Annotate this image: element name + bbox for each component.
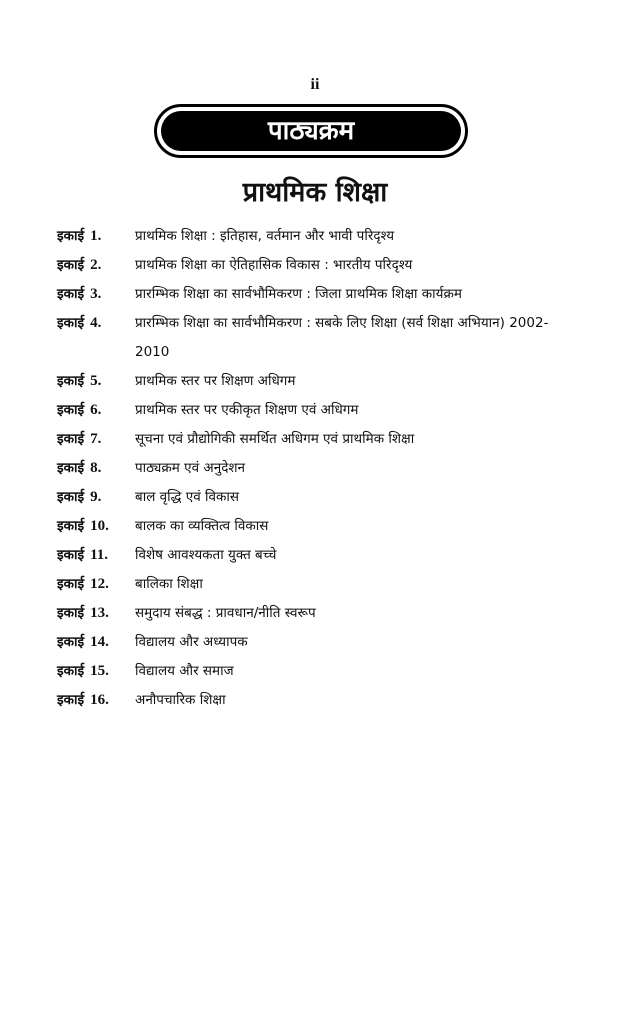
unit-title: बाल वृद्धि एवं विकास	[135, 489, 239, 505]
unit-list	[57, 222, 577, 715]
unit-number: 10.	[90, 518, 109, 534]
unit-label	[57, 309, 135, 338]
unit-title: प्रारम्भिक शिक्षा का सार्वभौमिकरण : जिला प्राथमिक शिक्षा कार्यक्रम	[135, 286, 462, 302]
unit-row	[57, 454, 577, 483]
unit-number: 7.	[90, 431, 102, 447]
unit-label	[57, 541, 135, 570]
unit-title: प्राथमिक शिक्षा का ऐतिहासिक विकास : भारतीय परिदृश्य	[135, 257, 413, 273]
unit-row	[57, 396, 577, 425]
unit-label	[57, 367, 135, 396]
unit-row	[57, 686, 577, 715]
unit-row	[57, 570, 577, 599]
unit-row	[57, 367, 577, 396]
unit-word: इकाई	[57, 402, 85, 418]
unit-row	[57, 512, 577, 541]
unit-label	[57, 483, 135, 512]
unit-word: इकाई	[57, 431, 85, 447]
unit-number: 5.	[90, 373, 102, 389]
unit-word: इकाई	[57, 663, 85, 679]
unit-word: इकाई	[57, 576, 85, 592]
unit-label	[57, 222, 135, 251]
unit-number: 1.	[90, 228, 102, 244]
page-number: ii	[310, 76, 320, 93]
unit-row	[57, 628, 577, 657]
unit-row	[57, 251, 577, 280]
unit-number: 6.	[90, 402, 102, 418]
unit-label	[57, 570, 135, 599]
unit-label	[57, 396, 135, 425]
unit-label	[57, 599, 135, 628]
unit-row	[57, 657, 577, 686]
unit-word: इकाई	[57, 518, 85, 534]
unit-label	[57, 512, 135, 541]
unit-number: 16.	[90, 692, 109, 708]
unit-row	[57, 222, 577, 251]
unit-number: 12.	[90, 576, 109, 592]
unit-row	[57, 425, 577, 454]
unit-word: इकाई	[57, 228, 85, 244]
syllabus-banner-fill	[161, 111, 461, 151]
unit-word: इकाई	[57, 373, 85, 389]
unit-word: इकाई	[57, 460, 85, 476]
unit-number: 9.	[90, 489, 102, 505]
unit-label	[57, 686, 135, 715]
unit-label	[57, 251, 135, 280]
unit-word: इकाई	[57, 286, 85, 302]
unit-word: इकाई	[57, 634, 85, 650]
unit-title: विशेष आवश्यकता युक्त बच्चे	[135, 547, 277, 563]
unit-title: प्राथमिक स्तर पर एकीकृत शिक्षण एवं अधिगम	[135, 402, 359, 418]
unit-title: विद्यालय और समाज	[135, 663, 234, 679]
unit-label	[57, 280, 135, 309]
unit-number: 13.	[90, 605, 109, 621]
unit-row	[57, 599, 577, 628]
unit-label	[57, 425, 135, 454]
unit-title: बालिका शिक्षा	[135, 576, 203, 592]
unit-word: इकाई	[57, 257, 85, 273]
banner-title: पाठ्यक्रम	[267, 116, 355, 146]
unit-label	[57, 628, 135, 657]
unit-title: पाठ्यक्रम एवं अनुदेशन	[135, 460, 246, 476]
unit-row	[57, 309, 577, 367]
unit-number: 15.	[90, 663, 109, 679]
unit-row	[57, 280, 577, 309]
unit-number: 14.	[90, 634, 109, 650]
unit-title: प्राथमिक स्तर पर शिक्षण अधिगम	[135, 373, 296, 389]
unit-word: इकाई	[57, 315, 85, 331]
unit-number: 11.	[90, 547, 109, 563]
unit-title: समुदाय संबद्ध : प्रावधान/नीति स्वरूप	[135, 605, 316, 621]
unit-number: 3.	[90, 286, 102, 302]
unit-number: 2.	[90, 257, 102, 273]
unit-word: इकाई	[57, 692, 85, 708]
unit-word: इकाई	[57, 547, 85, 563]
unit-title: बालक का व्यक्तित्व विकास	[135, 518, 269, 534]
unit-row	[57, 541, 577, 570]
unit-label	[57, 657, 135, 686]
unit-number: 4.	[90, 315, 102, 331]
unit-word: इकाई	[57, 605, 85, 621]
unit-title: प्रारम्भिक शिक्षा का सार्वभौमिकरण : सबके लिए शिक्षा (सर्व शिक्षा अभियान) 2002-2010	[135, 315, 549, 360]
unit-title: प्राथमिक शिक्षा : इतिहास, वर्तमान और भावी परिदृश्य	[135, 228, 395, 244]
unit-title: विद्यालय और अध्यापक	[135, 634, 248, 650]
unit-number: 8.	[90, 460, 102, 476]
unit-word: इकाई	[57, 489, 85, 505]
unit-title: अनौपचारिक शिक्षा	[135, 692, 226, 708]
unit-row	[57, 483, 577, 512]
unit-title: सूचना एवं प्रौद्योगिकी समर्थित अधिगम एवं प्राथमिक शिक्षा	[135, 431, 415, 447]
subject-title: प्राथमिक शिक्षा	[242, 177, 388, 208]
syllabus-banner	[154, 104, 468, 158]
unit-label	[57, 454, 135, 483]
